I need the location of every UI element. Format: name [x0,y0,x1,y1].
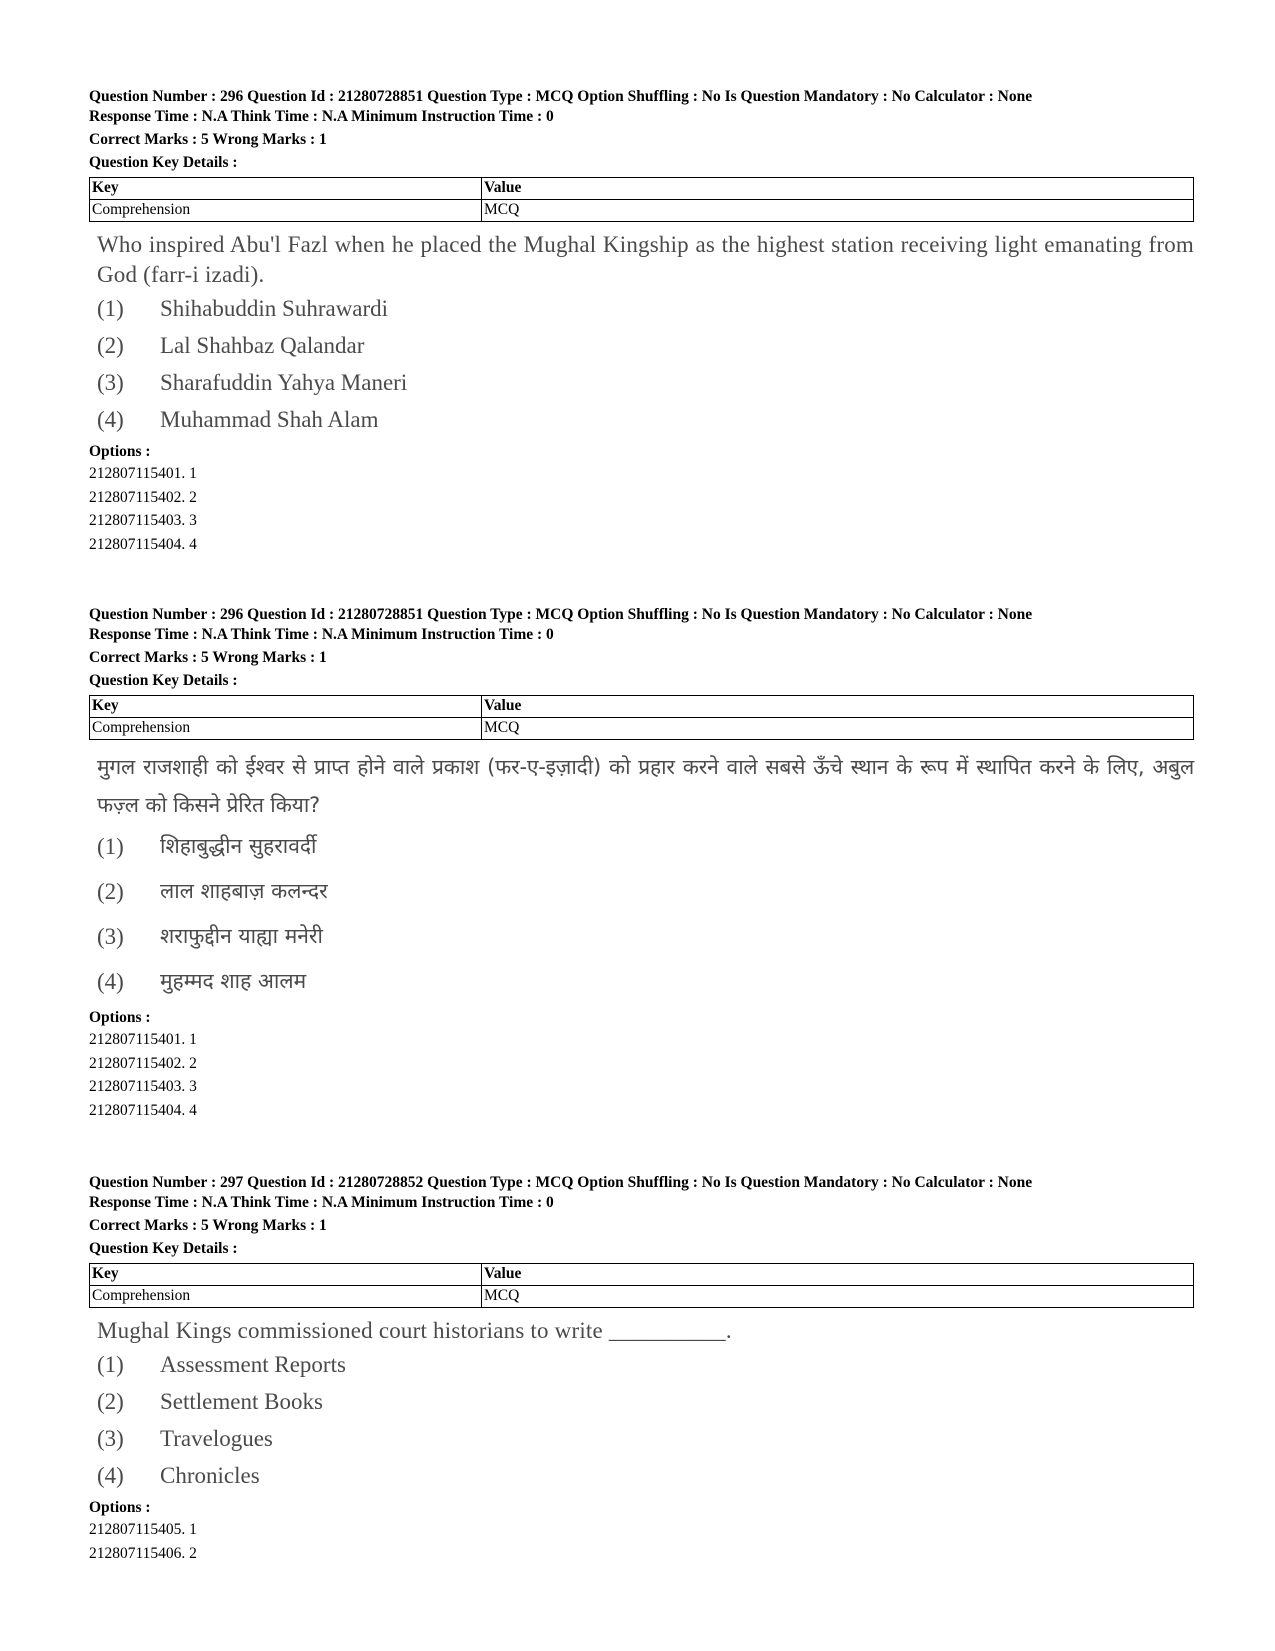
table-header-row [90,1264,1194,1286]
choice-item [97,327,1194,364]
question-text: मुगल राजशाही को ईश्वर से प्राप्त होने वाले प्रकाश (फर-ए-इज़ादी) को प्रहार करने वाले सबसे ऊँचे स्थान के रूप में स्थापित करने के लिए, अबुल फज़्ल को किसने प्रेरित किया? [97,755,1194,817]
choice-text: Sharafuddin Yahya Maneri [160,370,408,395]
table-cell-value: MCQ [482,718,1194,740]
choice-item [97,959,1194,1004]
table-cell-key: Comprehension [90,1286,482,1308]
key-details-table [89,177,1194,222]
table-row [90,200,1194,222]
table-cell-key: Comprehension [90,718,482,740]
table-header-key: Key [90,696,482,718]
options-label: Options : [89,1009,151,1026]
question-image [89,230,1194,438]
choice-item [97,364,1194,401]
question-meta-line2: Response Time : N.A Think Time : N.A Minimum Instruction Time : 0 [89,1194,554,1211]
choice-item [97,1420,1194,1457]
key-details-table [89,695,1194,740]
question-block-2 [89,605,1194,1122]
choice-number: (2) [97,879,124,904]
question-meta-line2: Response Time : N.A Think Time : N.A Minimum Instruction Time : 0 [89,108,554,125]
options-label: Options : [89,1499,151,1516]
table-cell-value: MCQ [482,1286,1194,1308]
table-header-row [90,178,1194,200]
option-line: 212807115406. 2 [89,1544,197,1562]
option-line: 212807115403. 3 [89,512,197,529]
choice-text: Travelogues [160,1426,273,1451]
table-header-value: Value [482,1264,1194,1286]
option-line: 212807115405. 1 [89,1521,197,1538]
marks-line: Correct Marks : 5 Wrong Marks : 1 [89,1217,327,1234]
question-meta-line1: Question Number : 297 Question Id : 21280728852 Question Type : MCQ Option Shuffling : No Is Question Mandatory : No Calculator : None [89,1174,1033,1191]
marks-line: Correct Marks : 5 Wrong Marks : 1 [89,131,327,148]
choice-item [97,290,1194,327]
option-line: 212807115404. 4 [89,1101,197,1119]
question-text: Who inspired Abu'l Fazl when he placed the Mughal Kingship as the highest station receiving light emanating from God (farr-i izadi). [97,232,1194,287]
choice-number: (3) [97,1426,124,1451]
choice-text: शिहाबुद्धीन सुहरावर्दी [160,834,317,858]
question-block-3 [89,1173,1194,1565]
choice-item [97,401,1194,438]
choice-number: (4) [97,969,124,994]
choice-text: Muhammad Shah Alam [160,407,379,432]
table-cell-key: Comprehension [90,200,482,222]
option-line: 212807115401. 1 [89,465,197,482]
key-details-label: Question Key Details : [89,1240,238,1257]
choice-number: (1) [97,296,124,321]
key-details-table [89,1263,1194,1308]
choice-text: शराफुद्दीन याह्या मनेरी [160,924,323,948]
option-line: 212807115402. 2 [89,1054,197,1072]
question-text: Mughal Kings commissioned court historians to write __________. [97,1318,732,1343]
choice-number: (3) [97,370,124,395]
question-image [89,748,1194,1004]
question-image [89,1316,1194,1494]
table-header-value: Value [482,178,1194,200]
table-header-row [90,696,1194,718]
key-details-label: Question Key Details : [89,154,238,171]
option-line: 212807115402. 2 [89,488,197,506]
option-line: 212807115401. 1 [89,1031,197,1048]
choice-item [97,869,1194,914]
choice-number: (3) [97,924,124,949]
choice-text: Settlement Books [160,1389,323,1414]
choice-text: Shihabuddin Suhrawardi [160,296,389,321]
choice-number: (2) [97,333,124,358]
choice-item [97,1457,1194,1494]
question-block-1 [89,87,1194,556]
marks-line: Correct Marks : 5 Wrong Marks : 1 [89,649,327,666]
table-header-key: Key [90,178,482,200]
table-header-value: Value [482,696,1194,718]
choice-text: लाल शाहबाज़ कलन्दर [160,879,328,903]
key-details-label: Question Key Details : [89,672,238,689]
choice-item [97,914,1194,959]
choice-number: (1) [97,1352,124,1377]
choice-text: Assessment Reports [160,1352,346,1377]
question-meta-line1: Question Number : 296 Question Id : 21280728851 Question Type : MCQ Option Shuffling : No Is Question Mandatory : No Calculator : None [89,606,1033,623]
choice-text: Lal Shahbaz Qalandar [160,333,365,358]
option-line: 212807115404. 4 [89,535,197,553]
question-meta-line1: Question Number : 296 Question Id : 21280728851 Question Type : MCQ Option Shuffling : No Is Question Mandatory : No Calculator : None [89,88,1033,105]
choice-text: Chronicles [160,1463,260,1488]
choice-number: (2) [97,1389,124,1414]
options-label: Options : [89,443,151,460]
table-cell-value: MCQ [482,200,1194,222]
choice-text: मुहम्मद शाह आलम [160,969,307,993]
question-meta-line2: Response Time : N.A Think Time : N.A Minimum Instruction Time : 0 [89,626,554,643]
table-row [90,718,1194,740]
choice-number: (4) [97,407,124,432]
choice-number: (4) [97,1463,124,1488]
choice-item [97,1346,1194,1383]
choice-item [97,824,1194,869]
table-header-key: Key [90,1264,482,1286]
choice-number: (1) [97,834,124,859]
table-row [90,1286,1194,1308]
option-line: 212807115403. 3 [89,1078,197,1095]
choice-item [97,1383,1194,1420]
